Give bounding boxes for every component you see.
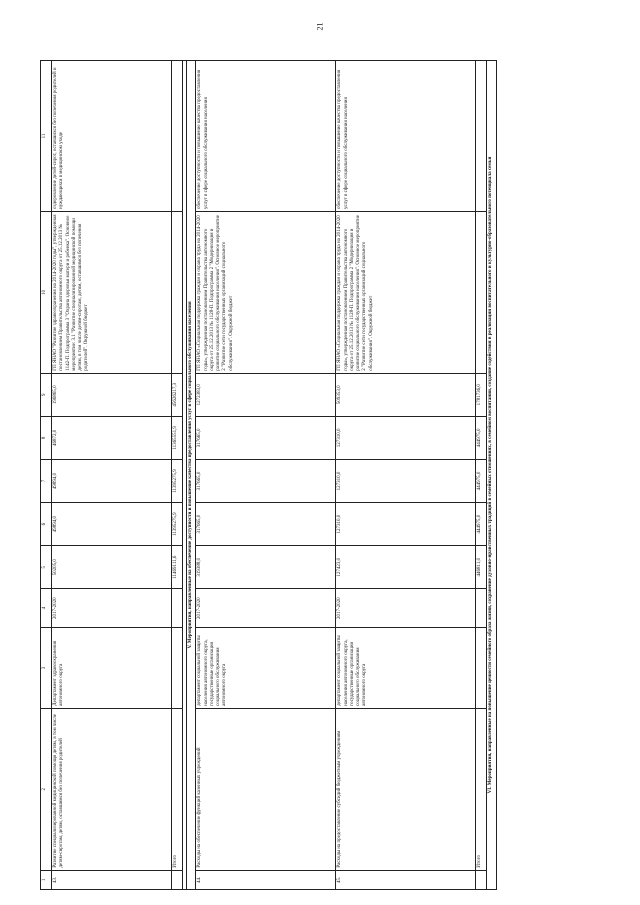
measure-name: Расходы на обеспечение функций казенных учреждений	[196, 708, 336, 870]
header-cell: 3	[41, 628, 52, 709]
row-number: 44.	[196, 870, 336, 889]
expected-result: оздоровление детей-сирот, оставшихся без попечения родителей и нуждающихся в медицинском уходе	[52, 61, 172, 212]
total-value: 444975,0	[476, 416, 487, 459]
total-label: Итого	[476, 708, 487, 870]
header-cell: 6	[41, 503, 52, 546]
table-row	[196, 61, 336, 890]
total-value: 446811,0	[476, 546, 487, 589]
total-value: 11469111,6	[172, 546, 183, 589]
row-number: 43.	[52, 870, 172, 889]
total-row	[476, 61, 487, 890]
row-number: 45.	[336, 870, 476, 889]
value-2020: 317665,0	[196, 416, 336, 459]
header-row	[41, 61, 52, 890]
total-value: 11365551,9	[172, 416, 183, 459]
total-value: 444975,0	[476, 459, 487, 502]
total-value: 45626217,3	[172, 373, 183, 416]
measures-table	[40, 60, 497, 890]
measure-name: Расходы на предоставление субсидий бюджетным учреждениям	[336, 708, 476, 870]
document-body	[40, 60, 600, 890]
value-2019: 49894,0	[52, 459, 172, 502]
expected-result: обеспечение доступности и повышение качества предоставления услуг в сфере социального обслуживания населения	[196, 61, 336, 212]
period: 2017-2020	[196, 589, 336, 628]
value-2019: 127310,0	[336, 459, 476, 502]
value-2018: 317665,0	[196, 503, 336, 546]
executor: департамент социальной защиты населения автономного округа, государственные организации социального обслуживания автономного округа	[196, 628, 336, 709]
value-total: 509353,0	[336, 373, 476, 416]
total-cell	[476, 212, 487, 374]
header-cell: 9	[41, 373, 52, 416]
value-2020: 46872,0	[52, 416, 172, 459]
value-2017: 319388,0	[196, 546, 336, 589]
value-2017: 127423,0	[336, 546, 476, 589]
program-reference: ГП ЯНАО "Развитие здравоохранения на 2014-2020 годы", утвержденная постановлением Правительства автономного округа от 25.12.2013 № 1142-П. Подпрограмма 3 "Охрана здоровья матери и ребенка". Основное мероприятие: 3.1 "Развитие специализированной медицинской помощи детям, в том числе детям-сиротам, детям, оставшимся без попечения родителей". Окружной бюджет	[52, 212, 172, 374]
program-reference: ГП ЯНАО «Социальная поддержка граждан и охрана труда на 2014-2020 годы», утвержденная постановлением Правительства автономного округа от 25.12.2013 № 1128-П. Подпрограмма 2 "Модернизация и развитие социального обслуживания населения". Основное мероприятие 2 "Развитие сети государственных организаций социального обслуживания". Окружной бюджет	[196, 212, 336, 374]
measure-name: Развитие специализированной медицинской помощи детям, в том числе детям-сиротам, детям, оставшимся без попечения родителей	[52, 708, 172, 870]
executor: Департамент здравоохранения автономного округа	[52, 628, 172, 709]
program-reference: ГП ЯНАО «Социальная поддержка граждан и охрана труда на 2014-2020 годы», утвержденная постановлением Правительства автономного округа от 25.12.2013 № 1128-П. Подпрограмма 2 "Модернизация и развитие социального обслуживания населения". Основное мероприятие 2 "Развитие сети государственных организаций социального обслуживания". Окружной бюджет	[336, 212, 476, 374]
value-2018: 127310,0	[336, 503, 476, 546]
section-heading: VI. Мероприятия, направленные на повышение ценности семейного образа жизни, сохранение духовно-нравственных традиций в семейных отношениях, в семейном воспитании, создание содействия в реализации воспитательного и культурно-образовательного потенциала семьи	[487, 61, 496, 890]
header-cell: 10	[41, 212, 52, 374]
section-heading: V. Мероприятия, направленные на обеспечение доступности и повышение качества предоставления услуг в сфере социального обслуживания населения	[187, 61, 196, 890]
expected-result: обеспечение доступности и повышение качества предоставления услуг в сфере социального обслуживания населения	[336, 61, 476, 212]
total-cell	[172, 61, 183, 212]
value-total: 1272383,0	[196, 373, 336, 416]
header-cell: 8	[41, 416, 52, 459]
value-total: 196865,0	[52, 373, 172, 416]
header-cell: 2	[41, 708, 52, 870]
total-value: 1781736,0	[476, 373, 487, 416]
total-value: 11395275,9	[172, 459, 183, 502]
total-cell	[476, 589, 487, 628]
header-cell: 1	[41, 870, 52, 889]
period: 2017-2020	[52, 589, 172, 628]
total-cell	[476, 61, 487, 212]
page-number: 21	[315, 22, 325, 31]
total-cell	[172, 212, 183, 374]
total-label: Итого	[172, 708, 183, 870]
header-cell: 11	[41, 61, 52, 212]
total-value: 444975,0	[476, 503, 487, 546]
total-cell	[172, 589, 183, 628]
total-value: 11395275,9	[172, 503, 183, 546]
value-2019: 317665,0	[196, 459, 336, 502]
header-cell: 7	[41, 459, 52, 502]
total-cell	[476, 628, 487, 709]
total-row	[172, 61, 183, 890]
header-cell: 5	[41, 546, 52, 589]
rotated-sheet	[40, 60, 600, 890]
table-row	[52, 61, 172, 890]
total-cell	[476, 870, 487, 889]
period: 2017-2020	[336, 589, 476, 628]
value-2018: 49894,0	[52, 503, 172, 546]
value-2017: 50205,0	[52, 546, 172, 589]
section-heading-row	[487, 61, 496, 890]
header-cell: 4	[41, 589, 52, 628]
executor: департамент социальной защиты населения автономного округа, государственные организации социального обслуживания автономного округа	[336, 628, 476, 709]
value-2020: 127310,0	[336, 416, 476, 459]
section-heading-row	[187, 61, 196, 890]
total-cell	[172, 870, 183, 889]
table-row	[336, 61, 476, 890]
total-cell	[172, 628, 183, 709]
